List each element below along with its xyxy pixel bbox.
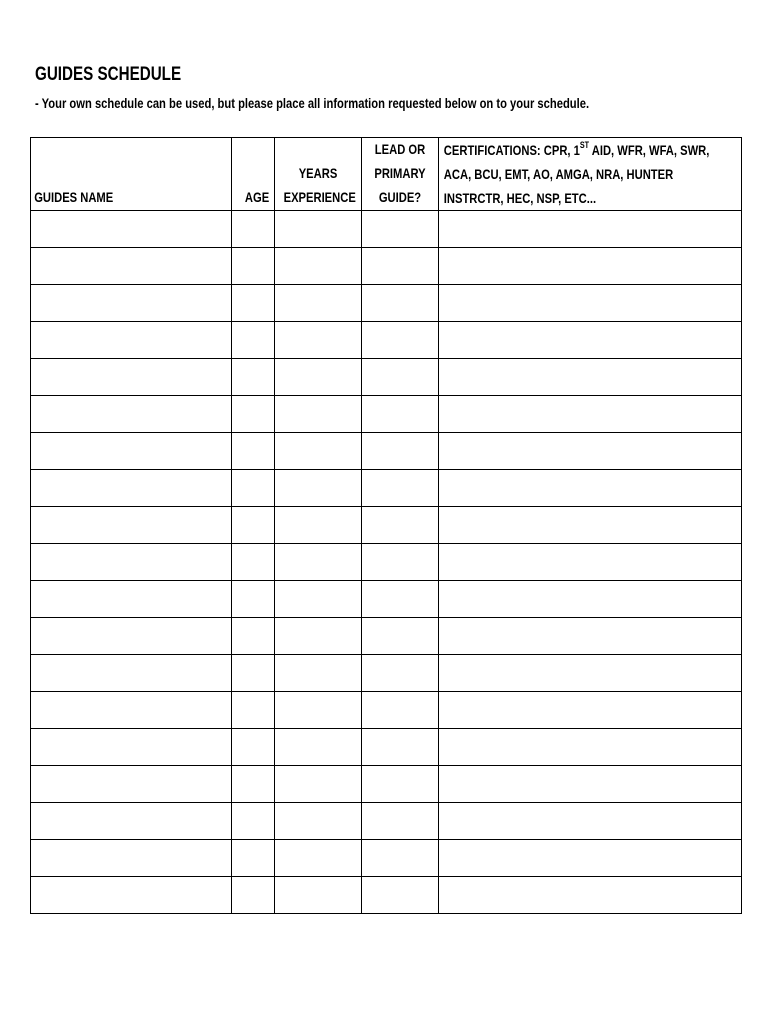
age-cell[interactable] xyxy=(232,618,275,655)
header-guides-name xyxy=(31,138,232,211)
name-cell[interactable] xyxy=(31,803,232,840)
age-cell[interactable] xyxy=(232,766,275,803)
table-row xyxy=(31,433,742,470)
certifications-cell[interactable] xyxy=(439,729,742,766)
certifications-cell[interactable] xyxy=(439,248,742,285)
name-cell[interactable] xyxy=(31,433,232,470)
age-cell[interactable] xyxy=(232,544,275,581)
age-cell[interactable] xyxy=(232,322,275,359)
name-cell[interactable] xyxy=(31,655,232,692)
certifications-cell[interactable] xyxy=(439,803,742,840)
lead-guide-cell[interactable] xyxy=(362,766,439,803)
certifications-cell[interactable] xyxy=(439,692,742,729)
table-row xyxy=(31,618,742,655)
lead-guide-cell[interactable] xyxy=(362,359,439,396)
lead-guide-cell[interactable] xyxy=(362,433,439,470)
years-experience-cell[interactable] xyxy=(275,285,362,322)
table-row xyxy=(31,803,742,840)
lead-guide-cell[interactable] xyxy=(362,692,439,729)
age-cell[interactable] xyxy=(232,396,275,433)
header-cert-line2: ACA, BCU, EMT, AO, AMGA, NRA, HUNTER xyxy=(443,166,674,182)
age-cell[interactable] xyxy=(232,840,275,877)
lead-guide-cell[interactable] xyxy=(362,877,439,914)
cert-line1-suffix: AID, WFR, WFA, SWR, xyxy=(589,142,710,158)
table-row xyxy=(31,507,742,544)
page-title: GUIDES SCHEDULE xyxy=(35,64,182,85)
years-experience-cell[interactable] xyxy=(275,396,362,433)
certifications-cell[interactable] xyxy=(439,655,742,692)
table-row xyxy=(31,470,742,507)
certifications-cell[interactable] xyxy=(439,877,742,914)
cert-line1-superscript: ST xyxy=(579,140,590,150)
age-cell[interactable] xyxy=(232,803,275,840)
certifications-cell[interactable] xyxy=(439,766,742,803)
instructions-text: - Your own schedule can be used, but please place all information requested below on to your schedule. xyxy=(35,95,590,111)
years-experience-cell[interactable] xyxy=(275,544,362,581)
table-row xyxy=(31,581,742,618)
years-experience-cell[interactable] xyxy=(275,248,362,285)
name-cell[interactable] xyxy=(31,544,232,581)
header-years-line1: YEARS xyxy=(298,165,338,181)
age-cell[interactable] xyxy=(232,729,275,766)
lead-guide-cell[interactable] xyxy=(362,840,439,877)
years-experience-cell[interactable] xyxy=(275,507,362,544)
name-cell[interactable] xyxy=(31,692,232,729)
certifications-cell[interactable] xyxy=(439,581,742,618)
certifications-cell[interactable] xyxy=(439,618,742,655)
lead-guide-cell[interactable] xyxy=(362,248,439,285)
cert-line1-prefix: CERTIFICATIONS: CPR, 1 xyxy=(443,142,580,158)
table-body xyxy=(31,211,742,914)
age-cell[interactable] xyxy=(232,433,275,470)
header-lead-line2: PRIMARY xyxy=(374,165,426,181)
certifications-cell[interactable] xyxy=(439,433,742,470)
table-row xyxy=(31,729,742,766)
certifications-cell[interactable] xyxy=(439,470,742,507)
table-row xyxy=(31,544,742,581)
age-cell[interactable] xyxy=(232,692,275,729)
lead-guide-cell[interactable] xyxy=(362,285,439,322)
years-experience-cell[interactable] xyxy=(275,618,362,655)
name-cell[interactable] xyxy=(31,507,232,544)
years-experience-cell[interactable] xyxy=(275,581,362,618)
years-experience-cell[interactable] xyxy=(275,655,362,692)
age-cell[interactable] xyxy=(232,359,275,396)
header-lead-line1: LEAD OR xyxy=(374,141,426,157)
name-cell[interactable] xyxy=(31,840,232,877)
lead-guide-cell[interactable] xyxy=(362,322,439,359)
years-experience-cell[interactable] xyxy=(275,692,362,729)
age-cell[interactable] xyxy=(232,581,275,618)
lead-guide-cell[interactable] xyxy=(362,396,439,433)
age-cell[interactable] xyxy=(232,655,275,692)
certifications-cell[interactable] xyxy=(439,507,742,544)
name-cell[interactable] xyxy=(31,729,232,766)
name-cell[interactable] xyxy=(31,581,232,618)
table-row xyxy=(31,766,742,803)
years-experience-cell[interactable] xyxy=(275,766,362,803)
age-cell[interactable] xyxy=(232,470,275,507)
years-experience-cell[interactable] xyxy=(275,840,362,877)
certifications-cell[interactable] xyxy=(439,285,742,322)
age-cell[interactable] xyxy=(232,285,275,322)
age-cell[interactable] xyxy=(232,211,275,248)
table-row xyxy=(31,655,742,692)
header-years-line2: EXPERIENCE xyxy=(283,189,356,205)
header-certifications xyxy=(439,138,742,211)
name-cell[interactable] xyxy=(31,766,232,803)
certifications-cell[interactable] xyxy=(439,359,742,396)
lead-guide-cell[interactable] xyxy=(362,655,439,692)
certifications-cell[interactable] xyxy=(439,322,742,359)
years-experience-cell[interactable] xyxy=(275,359,362,396)
age-cell[interactable] xyxy=(232,248,275,285)
years-experience-cell[interactable] xyxy=(275,433,362,470)
certifications-cell[interactable] xyxy=(439,211,742,248)
table-row xyxy=(31,877,742,914)
table-row xyxy=(31,840,742,877)
name-cell[interactable] xyxy=(31,248,232,285)
header-cert-line3: INSTRCTR, HEC, NSP, ETC... xyxy=(443,190,597,206)
name-cell[interactable] xyxy=(31,211,232,248)
name-cell[interactable] xyxy=(31,396,232,433)
table-header-row xyxy=(31,138,742,211)
lead-guide-cell[interactable] xyxy=(362,470,439,507)
name-cell[interactable] xyxy=(31,359,232,396)
years-experience-cell[interactable] xyxy=(275,211,362,248)
lead-guide-cell[interactable] xyxy=(362,581,439,618)
certifications-cell[interactable] xyxy=(439,544,742,581)
table-row xyxy=(31,322,742,359)
years-experience-cell[interactable] xyxy=(275,729,362,766)
lead-guide-cell[interactable] xyxy=(362,507,439,544)
header-lead-guide xyxy=(362,138,439,211)
lead-guide-cell[interactable] xyxy=(362,544,439,581)
years-experience-cell[interactable] xyxy=(275,877,362,914)
name-cell[interactable] xyxy=(31,618,232,655)
header-lead-line3: GUIDE? xyxy=(378,189,422,205)
table-row xyxy=(31,692,742,729)
header-guides-name-label: GUIDES NAME xyxy=(34,189,114,205)
name-cell[interactable] xyxy=(31,470,232,507)
table-row xyxy=(31,359,742,396)
years-experience-cell[interactable] xyxy=(275,470,362,507)
name-cell[interactable] xyxy=(31,322,232,359)
certifications-cell[interactable] xyxy=(439,840,742,877)
table-row xyxy=(31,248,742,285)
certifications-cell[interactable] xyxy=(439,396,742,433)
name-cell[interactable] xyxy=(31,285,232,322)
header-age xyxy=(232,138,275,211)
header-years-experience xyxy=(275,138,362,211)
age-cell[interactable] xyxy=(232,507,275,544)
header-age-label: AGE xyxy=(244,189,270,205)
table-row xyxy=(31,285,742,322)
table-row xyxy=(31,211,742,248)
years-experience-cell[interactable] xyxy=(275,322,362,359)
table-row xyxy=(31,396,742,433)
lead-guide-cell[interactable] xyxy=(362,729,439,766)
header-cert-line1 xyxy=(439,138,710,162)
years-experience-cell[interactable] xyxy=(275,803,362,840)
lead-guide-cell[interactable] xyxy=(362,211,439,248)
lead-guide-cell[interactable] xyxy=(362,803,439,840)
guides-schedule-table xyxy=(30,137,742,914)
lead-guide-cell[interactable] xyxy=(362,618,439,655)
name-cell[interactable] xyxy=(31,877,232,914)
age-cell[interactable] xyxy=(232,877,275,914)
